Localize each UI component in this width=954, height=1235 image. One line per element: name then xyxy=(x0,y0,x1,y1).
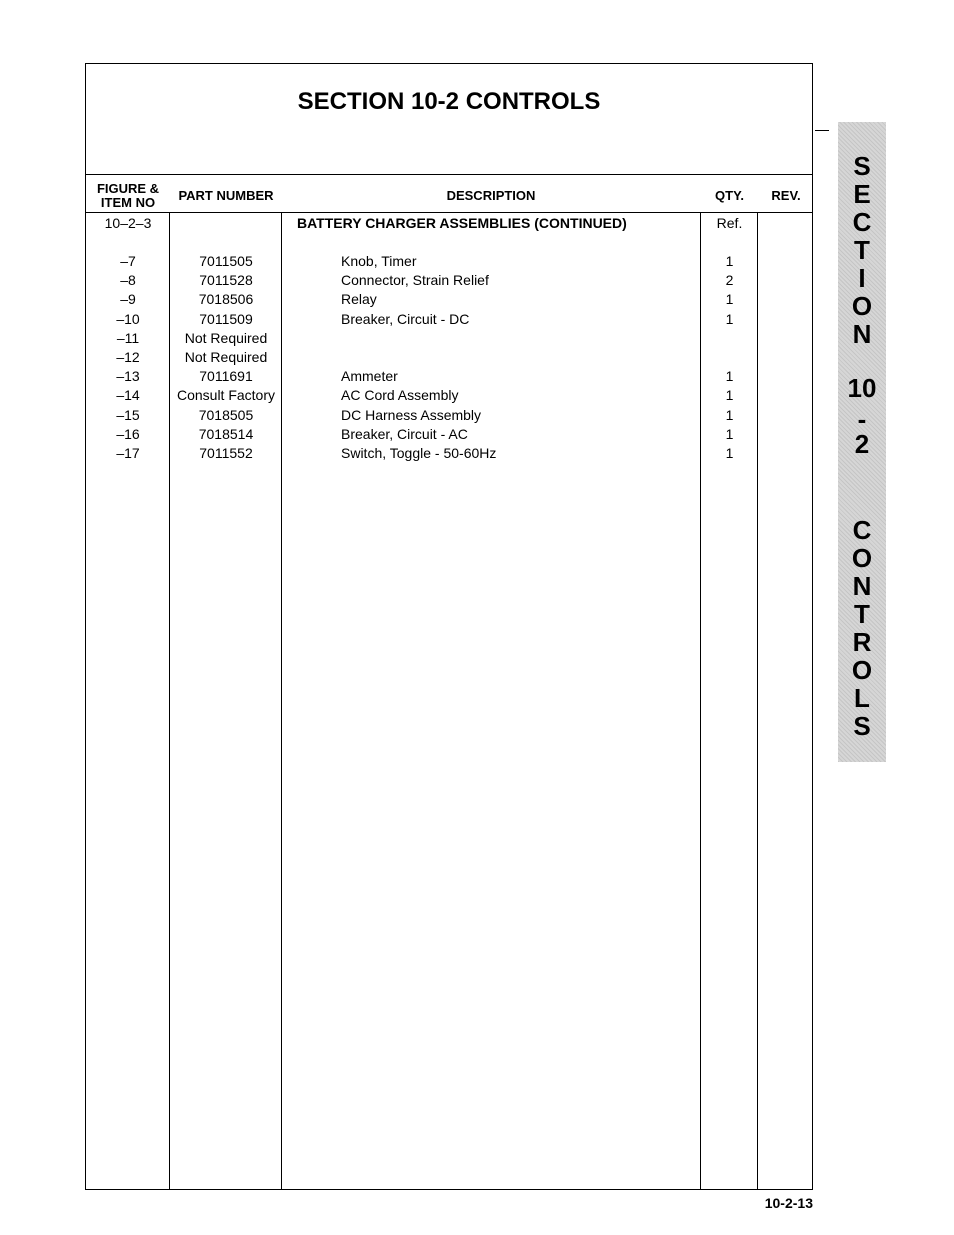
side-tab-letter: I xyxy=(858,263,866,293)
side-tab-letter: 10 xyxy=(847,373,877,403)
row-item-no: –11 xyxy=(116,329,140,346)
row-part-number: 7018505 xyxy=(198,406,254,423)
header-item: ITEM NO xyxy=(100,195,156,210)
side-tab-letter: N xyxy=(852,571,872,601)
row-item-no: –9 xyxy=(120,291,136,308)
side-tab-letter: O xyxy=(851,655,873,685)
page-number: 10-2-13 xyxy=(764,1195,813,1211)
side-tab-letter: S xyxy=(853,711,871,741)
row-qty: 1 xyxy=(725,291,734,308)
side-tab-letter: E xyxy=(853,179,871,209)
header-rev: REV. xyxy=(771,188,801,203)
row-qty: 1 xyxy=(725,310,734,327)
row-part-number: 7011552 xyxy=(199,445,253,461)
row-description: Breaker, Circuit - DC xyxy=(341,310,470,327)
group-qty: Ref. xyxy=(716,215,743,231)
section-side-tab xyxy=(838,122,886,762)
row-description: Knob, Timer xyxy=(341,253,417,269)
row-qty: 1 xyxy=(725,253,734,269)
row-description: Switch, Toggle - 50-60Hz xyxy=(341,445,497,461)
row-part-number: 7018514 xyxy=(198,425,254,442)
page-title: SECTION 10-2 CONTROLS xyxy=(297,88,601,115)
header-part-number: PART NUMBER xyxy=(178,188,274,203)
row-description: Connector, Strain Relief xyxy=(341,272,489,289)
row-qty: 1 xyxy=(725,368,734,385)
side-tab-letter: R xyxy=(852,627,872,657)
column-divider xyxy=(757,212,758,1190)
column-divider xyxy=(700,212,701,1190)
row-item-no: –8 xyxy=(120,272,136,289)
side-tab-letter: C xyxy=(852,207,872,237)
row-part-number: 7011691 xyxy=(199,368,253,385)
header-top-rule xyxy=(86,174,812,175)
side-tab-letter: T xyxy=(854,235,870,265)
row-part-number: Not Required xyxy=(184,329,268,346)
row-description: DC Harness Assembly xyxy=(341,406,482,423)
row-part-number: 7018506 xyxy=(198,291,254,308)
row-item-no: –15 xyxy=(116,406,140,423)
header-qty: QTY. xyxy=(715,188,744,203)
side-tab-letter: L xyxy=(854,683,870,713)
row-description: Ammeter xyxy=(341,368,398,385)
row-item-no: –17 xyxy=(116,445,140,461)
row-part-number: 7011528 xyxy=(199,272,253,289)
row-qty: 1 xyxy=(725,425,734,442)
row-item-no: –12 xyxy=(116,349,140,365)
group-description: BATTERY CHARGER ASSEMBLIES (CONTINUED) xyxy=(297,215,627,231)
row-description: Relay xyxy=(341,291,377,308)
row-item-no: –7 xyxy=(120,253,136,269)
header-bottom-rule xyxy=(86,212,812,213)
row-description: AC Cord Assembly xyxy=(341,387,459,404)
row-part-number: Not Required xyxy=(184,349,268,365)
side-tab-letter: S xyxy=(853,151,871,181)
row-qty: 2 xyxy=(725,272,734,289)
side-tab-letter: O xyxy=(851,543,873,573)
row-qty: 1 xyxy=(725,406,734,423)
side-tab-letter: O xyxy=(851,291,873,321)
row-item-no: –10 xyxy=(116,310,140,327)
parts-table-frame xyxy=(85,63,813,1190)
margin-tick xyxy=(815,130,829,131)
row-part-number: 7011505 xyxy=(199,253,253,269)
group-figure: 10–2–3 xyxy=(104,215,152,231)
row-part-number: 7011509 xyxy=(199,310,253,327)
row-part-number: Consult Factory xyxy=(176,387,276,404)
header-description: DESCRIPTION xyxy=(446,188,536,203)
row-qty: 1 xyxy=(725,445,734,461)
header-figure-item xyxy=(86,182,170,210)
row-item-no: –16 xyxy=(116,425,140,442)
side-tab-letter: T xyxy=(854,599,870,629)
side-tab-letter: C xyxy=(852,515,872,545)
side-tab-letter: N xyxy=(852,319,872,349)
row-description: Breaker, Circuit - AC xyxy=(341,425,468,442)
row-item-no: –14 xyxy=(116,387,140,404)
row-item-no: –13 xyxy=(116,368,140,385)
row-qty: 1 xyxy=(725,387,734,404)
side-tab-letter: 2 xyxy=(854,429,870,459)
side-tab-letter: - xyxy=(857,404,867,434)
header-figure: FIGURE & xyxy=(96,181,160,196)
